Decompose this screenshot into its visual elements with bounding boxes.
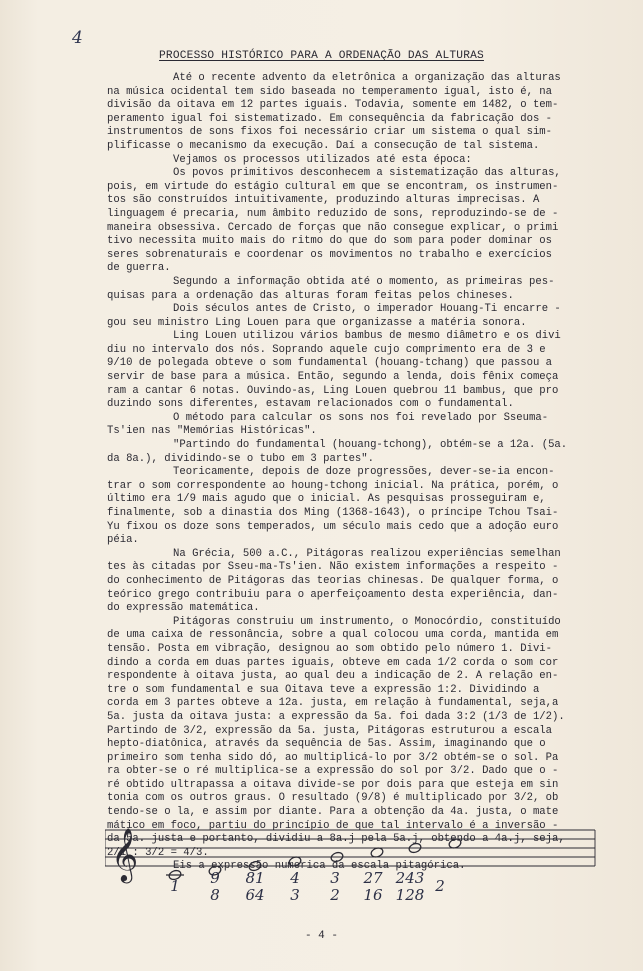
text-line: tos são construídos intuitivamente, produzindo alturas imprecisas. A [107,194,540,207]
text-line: da 8a.), dividindo-se o tubo em 3 partes". [107,452,375,465]
text-line: ram a cantar 6 notas. Ouvindo-as, Ling Louen quebrou 11 bambus, que pro [107,384,559,397]
text-line: O método para calcular os sons nos foi revelado por Sseuma- [173,411,549,424]
ratio-numerator: 1 [170,877,180,895]
text-line: Na Grécia, 500 a.C., Pitágoras realizou experiências semelhan [173,547,561,560]
ratio-numerator: 4 [290,869,300,887]
ratio-denominator: 3 [290,886,300,904]
text-line: seres sobrenaturais e coordenar os movimentos no trabalho e exercícios [107,248,553,261]
text-line: "Partindo do fundamental (houang-tchong), obtém-se a 12a. (5a. [173,439,568,452]
text-line: Dois séculos antes de Cristo, o imperador Houang-Ti encarre - [173,303,561,316]
scale-ratio [235,870,275,904]
text-line: 9/10 de polegada obteve o som fundamental (houang-tchang) que passou a [107,357,553,370]
text-line: 5a. justa da oitava justa: a expressão da 5a. foi dada 3:2 (1/3 de 1/2). [107,710,565,723]
scale-ratio [195,870,235,904]
text-line: plificasse o mecanismo da execução. Daí a consecução de tal sistema. [107,139,540,152]
text-line: do expressão matemática. [107,602,260,615]
text-line: duzindo sons diferentes, estavam relacionados com o fundamental. [107,398,514,411]
text-line: dindo a corda em duas partes iguais, obteve em cada 1/2 corda o som cor [107,656,559,669]
ratio-denominator: 8 [210,886,220,904]
text-line: tre o som fundamental e sua Oitava teve a expressão 1:2. Dividindo a [107,683,540,696]
text-line: primeiro som tenha sido dó, ao multiplicá-lo por 3/2 obtém-se o sol. Pa [107,751,559,764]
scale-ratio [420,878,460,895]
text-line: péia. [107,534,139,547]
ratio-numerator: 27 [363,869,383,887]
scale-ratio [155,878,195,895]
ratio-numerator: 2 [435,877,445,895]
text-line: na música ocidental tem sido baseada no temperamento igual, isto é, na [107,85,553,98]
text-line: último era 1/9 mais agudo que o inicial. As pesquisas prosseguiram e, [107,493,546,506]
text-line: hepto-diatônica, através da sequência de 5as. Assim, imaginando que o [107,738,546,751]
text-line: tes às citadas por Sseu-ma-Ts'ien. Não existem informações a respeito - [107,561,559,574]
text-line: Pitágoras construiu um instrumento, o Monocórdio, constituído [173,615,561,628]
text-line: Até o recente advento da eletrônica a organização das alturas [173,72,561,84]
ratio-numerator: 81 [245,869,265,887]
text-line: peramento igual foi sistematizado. Em consequência da fabricação dos - [107,112,553,125]
ratio-denominator: 64 [245,886,265,904]
ratio-numerator: 243 [395,869,425,887]
staff-lines [105,830,595,866]
text-line: mático em foco, partiu do princípio de que tal intervalo é a inversão - [107,819,559,832]
scale-ratios [0,870,643,920]
ratio-numerator: 9 [210,869,220,887]
text-line: corda em 3 partes obteve a 12a. justa, em relação à fundamental, seja,a [107,697,559,710]
text-line: de guerra. [107,262,171,275]
text-line: tendo-se o la, e assim por diante. Para a obtenção da 4a. justa, o mate [107,806,559,819]
page-title: PROCESSO HISTÓRICO PARA A ORDENAÇÃO DAS ALTURAS [159,50,484,62]
text-line: linguagem é precaria, num âmbito reduzido de sons, reproduzindo-se de - [107,207,559,220]
scale-ratio [315,870,355,904]
text-line: tonia com os outros graus. O resultado (9/8) é multiplicado por 3/2, ob [107,792,559,805]
page-footer: - 4 - [304,930,338,942]
text-line: Vejamos os processos utilizados até esta época: [173,153,472,166]
text-line: Os povos primitivos desconhecem a sistematização das alturas, [173,167,561,180]
text-line: 2/1 : 3/2 = 4/3. [107,846,209,859]
text-line: Teoricamente, depois de doze progressões, dever-se-ia encon- [173,466,555,479]
ratio-denominator: 2 [330,886,340,904]
handwritten-page-number: 4 [72,28,83,48]
text-line: ra obter-se o ré multiplica-se a expressão do sol por 3/2. Dado que o - [107,765,559,778]
text-line: pois, em virtude do estágio cultural em que se encontram, os instrumen- [107,180,559,193]
ratio-denominator: 16 [363,886,383,904]
body-text [107,72,607,874]
text-line: Segundo a informação obtida até o momento, as primeiras pes- [173,275,555,288]
text-line: Partindo de 3/2, expressão da 5a. justa, Pitágoras estruturou a escala [107,724,553,737]
text-line: Eis a expressão numerica da escala pitagórica. [173,860,466,873]
text-line: teórico grego contribuiu para o aperfeiçoamento desta experiência, dan- [107,588,559,601]
text-line: ré obtido ultrapassa a oitava divide-se por dois para que esteja em sin [107,778,559,791]
text-line: maneira obsessiva. Cercado de forças que não consegue explicar, o primi [107,221,559,234]
text-line: servir de base para a música. Então, segundo a lenda, dois fênix começa [107,371,559,384]
ratio-numerator: 3 [330,869,340,887]
text-line: divisão da oitava em 12 partes iguais. Todavia, somente em 1482, o tem- [107,99,559,112]
text-line: finalmente, sob a dinastia dos Ming (1368-1643), o príncipe Tchou Tsai- [107,507,559,519]
scale-ratio [275,870,315,904]
text-line: gou seu ministro Ling Louen para que organizasse a matéria sonora. [107,316,527,329]
text-line: diu no intervalo dos nós. Soprando aquele cujo comprimento era de 3 e [107,343,546,356]
text-line: instrumentos de sons fixos foi necessário criar um sistema o qual sim- [107,126,553,139]
ratio-denominator: 128 [395,886,425,904]
text-line: Yu fixou os doze sons temperados, um século mais cedo que a adoção euro [107,520,559,533]
text-line: do conhecimento de Pitágoras das teorias chinesas. De qualquer forma, o [107,574,559,587]
text-line: da 5a. justa e portanto, dividiu a 8a.j pela 5a.j, obtendo a 4a.j, seja, [107,833,565,846]
text-line: Ts'ien nas "Memórias Históricas". [107,425,317,438]
text-line: tivo necessita muito mais do ritmo do que do som para poder dominar os [107,235,553,248]
text-line: respondente à oitava justa, ao qual deu a indicação de 2. A relação en- [107,670,559,683]
text-line: tensão. Posta em vibração, designou ao som obtido pelo número 1. Divi- [107,642,553,655]
text-line: de uma caixa de ressonância, sobre a qual colocou uma corda, mantida em [107,629,559,642]
scale-ratio [353,870,393,904]
text-line: Ling Louen utilizou vários bambus de mesmo diâmetro e os divi [173,330,561,343]
text-line: quisas para a ordenação das alturas foram feitas pelos chineses. [107,289,514,302]
text-line: trar o som correspondente ao houng-tchong inicial. Na prática, porém, o [107,479,559,492]
treble-clef-icon: 𝄞 [111,827,139,881]
